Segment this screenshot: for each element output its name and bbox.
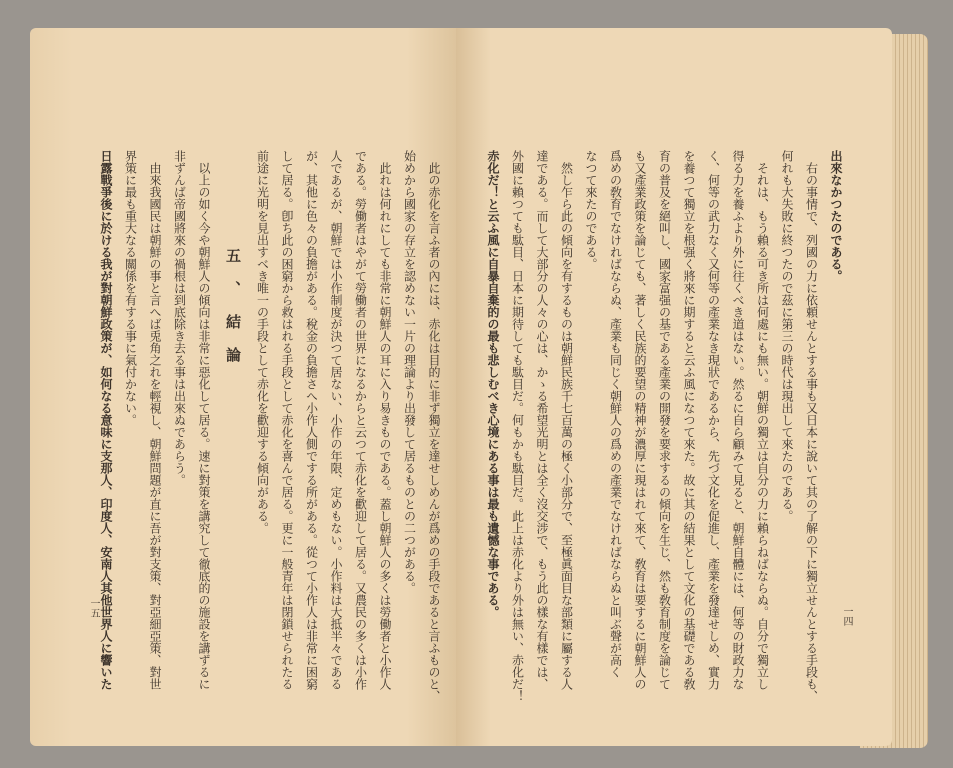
text-column: 人であるが、朝鮮では小作制度が決つて居ない、小作の年限、定めもない。小作料は大抵半々である [329,150,343,690]
right-page [456,28,892,746]
text-column: 出來なかつたのである。 [829,150,843,282]
text-column: 右の事情で、列國の力に依頼せんとする事も又日本に說いて其の了解の下に獨立せんとする手段も、 [804,162,819,702]
text-column: 何れも大失敗に終つたので茲に第三の時代は現出して來たのである。 [780,150,794,522]
text-column: を養つて獨立を根强く將來に期すると云ふ風になつて來た。故に其の結果として文化の基礎である敎 [682,150,696,690]
text-column: 此の赤化を言ふ者の內には、赤化は目的に非ず獨立を達せしめんが爲めの手段であると言ふものと、 [427,162,441,702]
page-number: 一四 [841,606,852,626]
text-column: 赤化だ！と云ふ風に自暴自棄的の最も悲しむべき心境にある事は最も遺憾な事である。 [486,150,500,618]
text-column: して居る。卽ち此の困窮から救はれる手段として赤化を喜んで居る。更に一般青年は閉鎖せられたる [280,150,294,690]
text-column: である。勞働者はやがて勞働者の世界になるからと云つて赤化を歡迎して居る。又農民の多くは小作 [353,150,368,690]
section-heading: 五、結論 [224,247,242,380]
text-column: 爲めの敎育でなければならぬ、產業も同じく朝鮮人の爲めの產業でなければならぬと叫ぶ聲が高く [608,150,623,678]
text-column: 達である。而して大部分の人々の心は、かゝる希望光明とは全く沒交涉で、もう此の樣な有樣では、 [535,150,549,690]
text-column: 此れは何れにしても非常に朝鮮人の耳に入り易きものである。蓋し朝鮮人の多くは勞働者と小作人 [378,162,392,690]
text-column: 育の普及を絕叫し、國家富强の基である產業の開發を要求するの傾向を生じ、然も敎育制度を論じて [657,150,672,690]
text-column: なつて來たのである。 [584,150,598,270]
text-column: 界策に最も重大なる關係を有する事に氣付かない。 [123,150,138,426]
text-column: く、何等の武力なく又何等の產業なき現狀であるから、先づ文化を促進し、產業を發達せしめ、實力 [706,150,721,690]
text-column: 前途に光明を見出すべき唯一の手段として赤化を歡迎する傾向がある。 [255,150,270,534]
text-column: 外國に賴つても駄目、日本に期待しても駄目だ。何もかも駄目だ。此上は赤化より外は無い、赤化だ！ [510,150,525,702]
text-column: が、其他に色々の負擔がある。稅金の負擔さへ小作人側でする所がある。從つて小作人は非常に困窮 [304,150,319,690]
text-column: それは、もう賴る可き所は何處にも無い。朝鮮の獨立は自分の力に賴らねばならぬ。自分で獨立し [755,162,770,690]
left-page [30,28,458,746]
left-page-text [94,150,447,702]
text-column: も又產業政策を論じても、著しく民族的要望の精神が濃厚に現はれて來て、敎育は要するに朝鮮人の [633,150,647,690]
text-column: 由來我國民は朝鮮の事と言へば兎角之れを輕視し、朝鮮問題が直に吾が對支策、對亞細亞策、對世 [148,162,162,690]
right-page-text [481,150,849,702]
text-column: 然し乍ら此の傾向を有するものは朝鮮民族千七百萬の極く小部分で、至極眞面目な部類に屬する人 [559,162,574,690]
text-column: 以上の如く今や朝鮮人の傾向は非常に惡化して居る。速に對策を講究して徹底的の施設を講ずるに [197,162,211,690]
text-column: 得る力を養ふより外に往くべき道はない。然るに自ら顧みて見ると、朝鮮自體には、何等の財政力な [731,150,745,690]
page-number: 一五 [88,598,99,618]
text-column: 日露戰爭後に於ける我が對朝鮮政策が、如何なる意味に支那人、印度人、安南人其他世界人に響いた [99,150,113,690]
text-column: 始めから國家の存立を認めない一片の理論より出發して居るものとの二つがある。 [402,150,417,594]
text-column: 非ずんば帝國將來の禍根は到底除き去る事は出來ぬであらう。 [172,150,187,486]
